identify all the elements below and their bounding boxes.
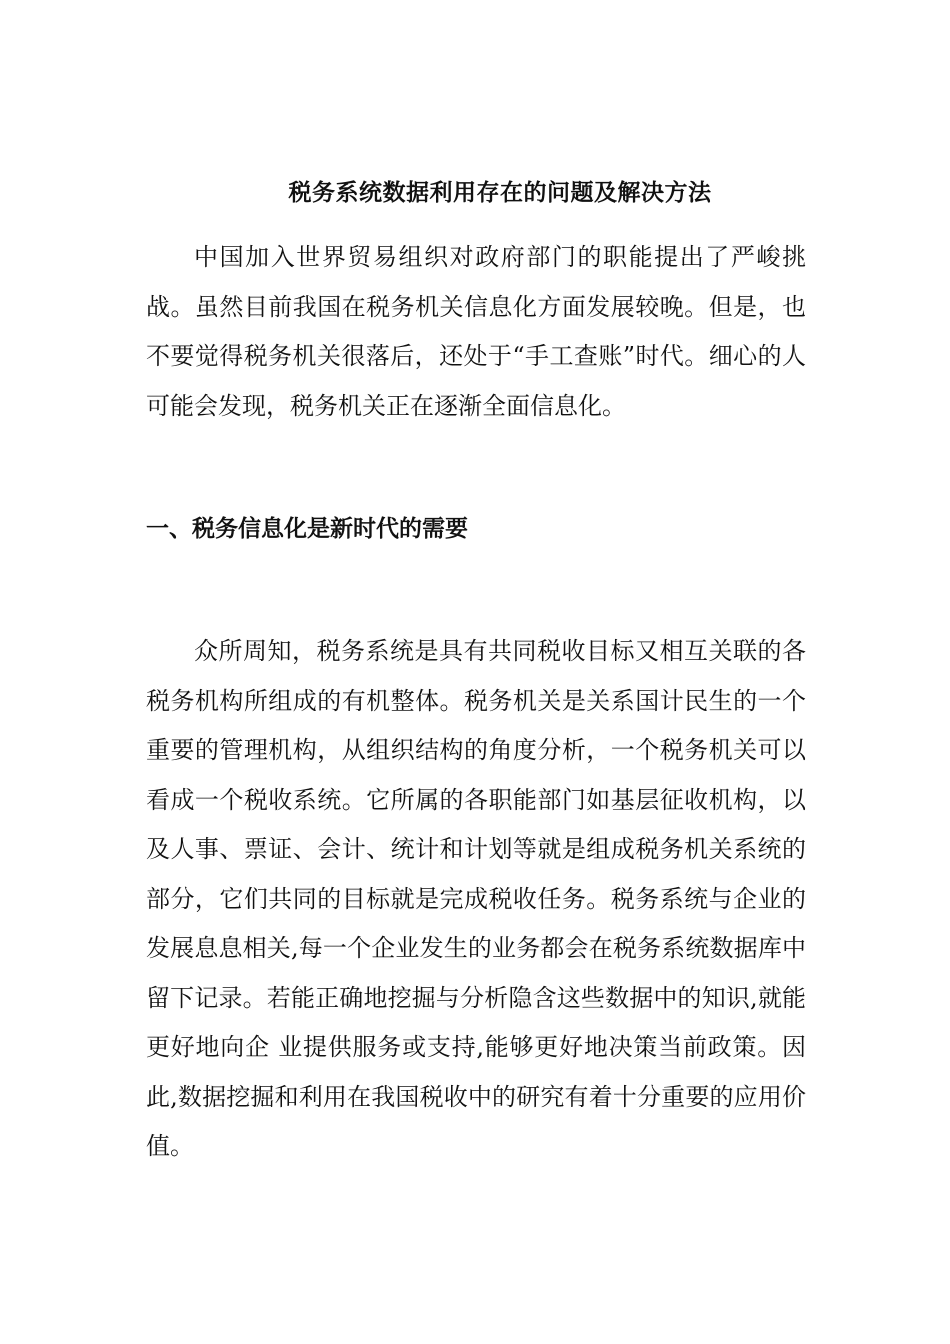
section-paragraph: 众所周知，税务系统是具有共同税收目标又相互关联的各税务机构所组成的有机整体。税务机关是关系国计民生的一个重要的管理机构，从组织结构的角度分析，一个税务机关可以看成一个税收系统。它所属的各职能部门如基层征收机构，以及人事、票证、会计、统计和计划等就是组成税务机关系统的部分，它们共同的目标就是完成税收任务。税务系统与企业的发展息息相关,每一个企业发生的业务都会在税务系统数据库中留下记录。若能正确地挖掘与分析隐含这些数据中的知识,就能更好地向企 业提供服务或支持,能够更好地决策当前政策。因此,数据挖掘和利用在我国税收中的研究有着十分重要的应用价值。 — [146, 637, 806, 1160]
section-heading: 一、税务信息化是新时代的需要 — [146, 515, 468, 542]
intro-paragraph: 中国加入世界贸易组织对政府部门的职能提出了严峻挑战。虽然目前我国在税务机关信息化方面发展较晚。但是，也不要觉得税务机关很落后，还处于“手工查账”时代。细心的人可能会发现，税务机关正在逐渐全面信息化。 — [146, 243, 806, 420]
document-title: 税务系统数据利用存在的问题及解决方法 — [288, 179, 712, 207]
